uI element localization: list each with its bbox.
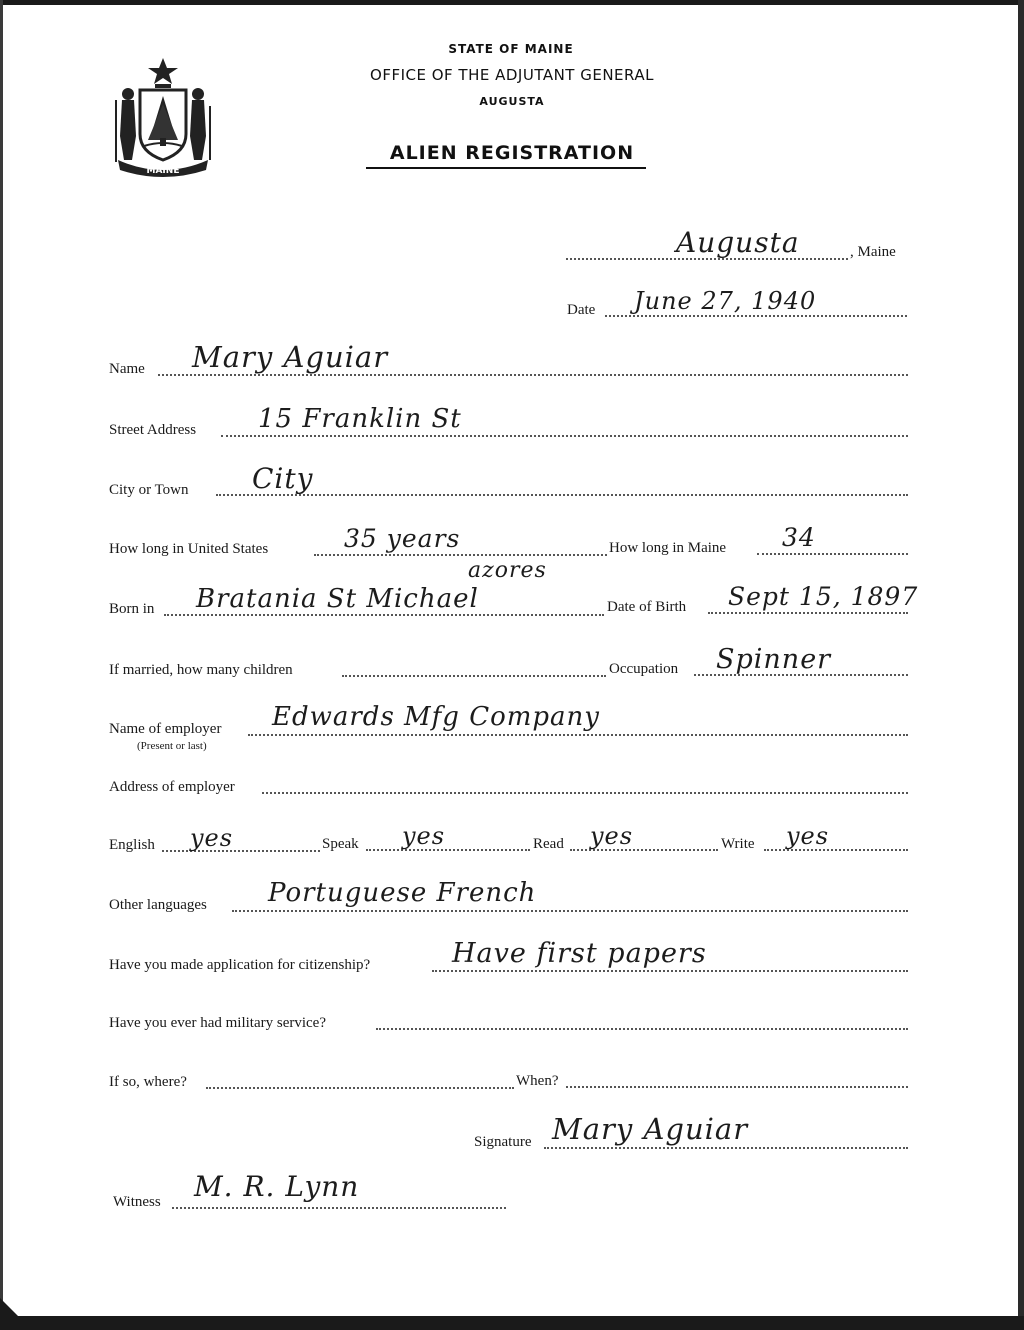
witness-value[interactable]: M. R. Lynn bbox=[194, 1170, 360, 1203]
english-line bbox=[162, 850, 320, 852]
when-label: When? bbox=[516, 1073, 559, 1089]
read-label: Read bbox=[533, 836, 564, 852]
date-of-birth-line bbox=[708, 612, 908, 614]
other-languages-value[interactable]: Portuguese French bbox=[268, 878, 537, 908]
name-line bbox=[158, 374, 908, 376]
city-town-line bbox=[216, 494, 908, 496]
where-line bbox=[206, 1087, 514, 1089]
speak-line bbox=[366, 849, 530, 851]
when-line bbox=[566, 1086, 908, 1088]
signature-line bbox=[544, 1147, 908, 1149]
born-in-note[interactable]: azores bbox=[468, 558, 547, 583]
how-long-us-label: How long in United States bbox=[109, 541, 269, 557]
header-city: AUGUSTA bbox=[479, 95, 545, 108]
where-label: If so, where? bbox=[109, 1074, 187, 1090]
signature-value[interactable]: Mary Aguiar bbox=[552, 1112, 749, 1146]
maine-label: , Maine bbox=[850, 244, 896, 260]
date-of-birth-label: Date of Birth bbox=[607, 599, 687, 615]
street-value[interactable]: 15 Franklin St bbox=[258, 404, 462, 434]
date-of-birth-value[interactable]: Sept 15, 1897 bbox=[728, 582, 919, 611]
born-in-label: Born in bbox=[109, 601, 155, 617]
form-title: ALIEN REGISTRATION bbox=[389, 142, 635, 164]
read-value[interactable]: yes bbox=[590, 822, 634, 850]
born-in-value[interactable]: Bratania St Michael bbox=[196, 584, 479, 614]
employer-address-label: Address of employer bbox=[109, 779, 235, 795]
place-value[interactable]: Augusta bbox=[676, 226, 800, 259]
signature-label: Signature bbox=[474, 1134, 532, 1150]
how-long-us-value[interactable]: 35 years bbox=[344, 524, 461, 553]
other-languages-line bbox=[232, 910, 908, 912]
military-label: Have you ever had military service? bbox=[109, 1015, 326, 1031]
employer-value[interactable]: Edwards Mfg Company bbox=[272, 702, 600, 732]
title-underline bbox=[366, 167, 646, 169]
born-in-line bbox=[164, 614, 604, 616]
children-line bbox=[342, 675, 606, 677]
date-label: Date bbox=[567, 302, 596, 318]
header-state: STATE OF MAINE bbox=[448, 42, 574, 56]
occupation-label: Occupation bbox=[609, 661, 679, 677]
name-label: Name bbox=[109, 361, 145, 377]
citizenship-value[interactable]: Have first papers bbox=[452, 938, 707, 969]
street-label: Street Address bbox=[109, 422, 197, 438]
date-value[interactable]: June 27, 1940 bbox=[634, 287, 817, 315]
name-value[interactable]: Mary Aguiar bbox=[192, 340, 389, 374]
speak-value[interactable]: yes bbox=[402, 822, 446, 850]
how-long-maine-line bbox=[757, 553, 908, 555]
employer-sublabel: (Present or last) bbox=[137, 740, 207, 752]
employer-label: Name of employer bbox=[109, 721, 222, 737]
children-label: If married, how many children bbox=[109, 662, 293, 678]
military-line bbox=[376, 1028, 908, 1030]
city-town-value[interactable]: City bbox=[252, 462, 314, 495]
citizenship-label: Have you made application for citizenship? bbox=[109, 957, 371, 973]
employer-line bbox=[248, 734, 908, 736]
header-office: OFFICE OF THE ADJUTANT GENERAL bbox=[370, 66, 654, 84]
how-long-maine-label: How long in Maine bbox=[609, 540, 727, 556]
scan-border-left bbox=[0, 0, 3, 1330]
write-label: Write bbox=[721, 836, 755, 852]
write-value[interactable]: yes bbox=[786, 822, 830, 850]
occupation-value[interactable]: Spinner bbox=[716, 644, 832, 675]
how-long-maine-value[interactable]: 34 bbox=[782, 523, 816, 552]
city-town-label: City or Town bbox=[109, 482, 189, 498]
citizenship-line bbox=[432, 970, 908, 972]
svg-text:MAINE: MAINE bbox=[146, 166, 180, 176]
scan-border-right bbox=[1018, 0, 1024, 1330]
english-label: English bbox=[109, 837, 155, 853]
date-line bbox=[605, 315, 907, 317]
street-line bbox=[221, 435, 908, 437]
witness-label: Witness bbox=[113, 1194, 161, 1210]
employer-address-line bbox=[262, 792, 908, 794]
speak-label: Speak bbox=[322, 836, 359, 852]
how-long-us-line bbox=[314, 554, 607, 556]
english-value[interactable]: yes bbox=[190, 824, 234, 852]
witness-line bbox=[172, 1207, 506, 1209]
scan-border-bottom bbox=[0, 1316, 1024, 1330]
scan-border-top bbox=[0, 0, 1024, 5]
other-languages-label: Other languages bbox=[109, 897, 207, 913]
scan-corner bbox=[0, 1298, 18, 1316]
